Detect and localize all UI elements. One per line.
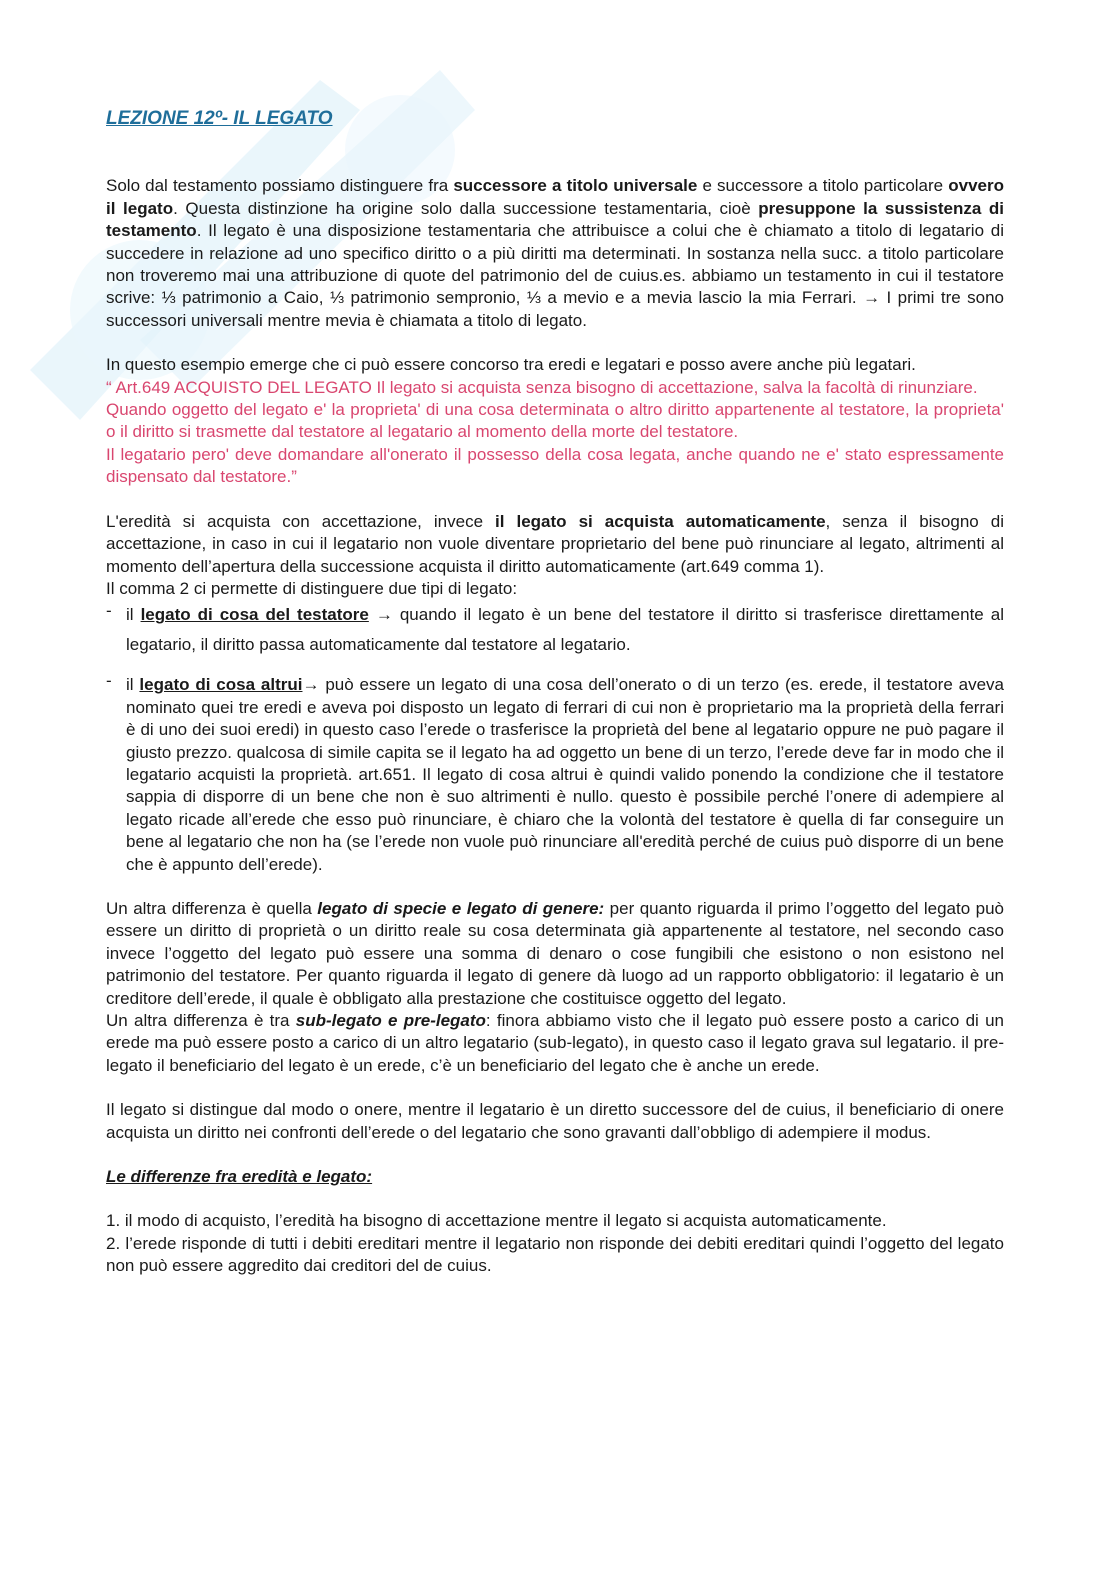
paragraph-intro: Solo dal testamento possiamo distinguere fra successore a titolo universale e successore a titolo particolare ovvero il legato. Questa distinzione ha origine solo dalla successione testamentaria, cioè presuppone la sussistenza di testamento. Il legato è una disposizione testamentaria che attribuisce a colui che è chiamato a titolo di legatario di succedere in relazione ad uno specifico diritto o a più diritti ma determinati. In sostanza nella succ. a titolo particolare non troveremo mai una attribuzione di quote del patrimonio del de cuius.es. abbiamo un testamento in cui il testatore scrive: ⅓ patrimonio a Caio, ⅓ patrimonio sempronio, ⅓ a mevio e a mevia lascio la mia Ferrari. → I primi tre sono successori universali mentre mevia è chiamata a titolo di legato. [106,176,1004,330]
list-item-cosa-altrui: - il legato di cosa altrui→ può essere un legato di una cosa dell’onerato o di un terzo (es. erede, il testatore aveva nominato quei tre eredi e aveva poi disposto un legato di ferrari di cui non è proprietario ma la proprietà della ferrari è di uno dei suoi eredi) in questo caso l’erede o trasferisce la proprietà del bene al legatario oppure ne può pagare il giusto prezzo. qualcosa di simile capita se il legato ha ad oggetto un bene di un terzo, l’erede deve far in modo che il legatario acquisti la proprietà. art.651. Il legato di cosa altrui è quindi valido ponendo la condizione che il testatore sappia di disporre di un bene che non è suo altrimenti è nullo. questo è possibile perché l’onere di adempiere al legato ricade all’erede che esso può rinunciare, è chiaro che la volontà del testatore è quella di far conseguire un bene al legatario che non ha (se l’erede non vuole può rinunciare all'eredità perché de cuius può disporre di un bene che è appunto dell’erede). [106,674,1004,876]
section-subtitle: Le differenze fra eredità e legato: [106,1167,373,1187]
list-item-cosa-testatore: - il legato di cosa del testatore → quando il legato è un bene del testatore il diritto si trasferisce direttamente al legatario, il diritto passa automaticamente dal testatore al legatario. [106,600,1004,660]
paragraph-example: In questo esempio emerge che ci può essere concorso tra eredi e legatari e posso avere anche più legatari. [106,355,916,375]
quote-article-649-line2: Quando oggetto del legato e' la proprieta' di una cosa determinata o altro diritto appartenente al testatore, la proprieta' o il diritto si trasmette dal testatore al legatario al momento della morte del testatore. [106,400,1004,442]
quote-article-649-line1: “ Art.649 ACQUISTO DEL LEGATO Il legato si acquista senza bisogno di accettazione, salva la facoltà di rinunziare. [106,377,978,397]
paragraph-specie-genere: Un altra differenza è quella legato di specie e legato di genere: per quanto riguarda il primo l’oggetto del legato può essere un diritto di proprietà o un diritto reale su cosa determinata già appartenente al testatore, nel secondo caso invece l’oggetto del legato può essere una somma di denaro o cose fungibili che esistono o non esistono nel patrimonio del testatore. Per quanto riguarda il legato di genere dà luogo ad un rapporto obbligatorio: il legatario è un creditore dell’erede, il quale è obbligato alla prestazione che costituisce oggetto del legato. [106,898,1004,1008]
paragraph-modo-onere: Il legato si distingue dal modo o onere, mentre il legatario è un diretto successore del de cuius, il beneficiario di onere acquista un diritto nei confronti dell’erede o del legatario che sono gravanti dall’obbligo di adempiere il modus. [106,1100,1004,1142]
page-title: LEZIONE 12º- IL LEGATO [106,108,333,129]
paragraph-comma-2: Il comma 2 ci permette di distinguere due tipi di legato: [106,578,518,598]
quote-article-649-line3: Il legatario pero' deve domandare all'onerato il possesso della cosa legata, anche quando ne e' stato espressamente dispensato dal testatore.” [106,444,1004,487]
paragraph-acquisition: L'eredità si acquista con accettazione, invece il legato si acquista automaticamente, senza il bisogno di accettazione, in caso in cui il legatario non vuole diventare proprietario del bene può rinunciare al legato, altrimenti al momento dell’apertura della successione acquista il diritto automaticamente (art.649 comma 1). [106,511,1004,576]
difference-item-1: 1. il modo di acquisto, l’eredità ha bisogno di accettazione mentre il legato si acquista automaticamente. [106,1211,887,1231]
paragraph-sub-pre-legato: Un altra differenza è tra sub-legato e pre-legato: finora abbiamo visto che il legato può essere posto a carico di un erede ma può essere posto a carico di un altro legatario (sub-legato), in questo caso il legato grava sul legatario. il pre-legato il beneficiario del legato è un erede, c’è un beneficiario del legato che è anche un erede. [106,1011,1005,1075]
document-page [106,100,1004,1278]
legato-types-list [106,600,1004,876]
difference-item-2: 2. l’erede risponde di tutti i debiti ereditari mentre il legatario non risponde dei debiti ereditari quindi l’oggetto del legato non può essere aggredito dai creditori del de cuius. [106,1233,1004,1276]
